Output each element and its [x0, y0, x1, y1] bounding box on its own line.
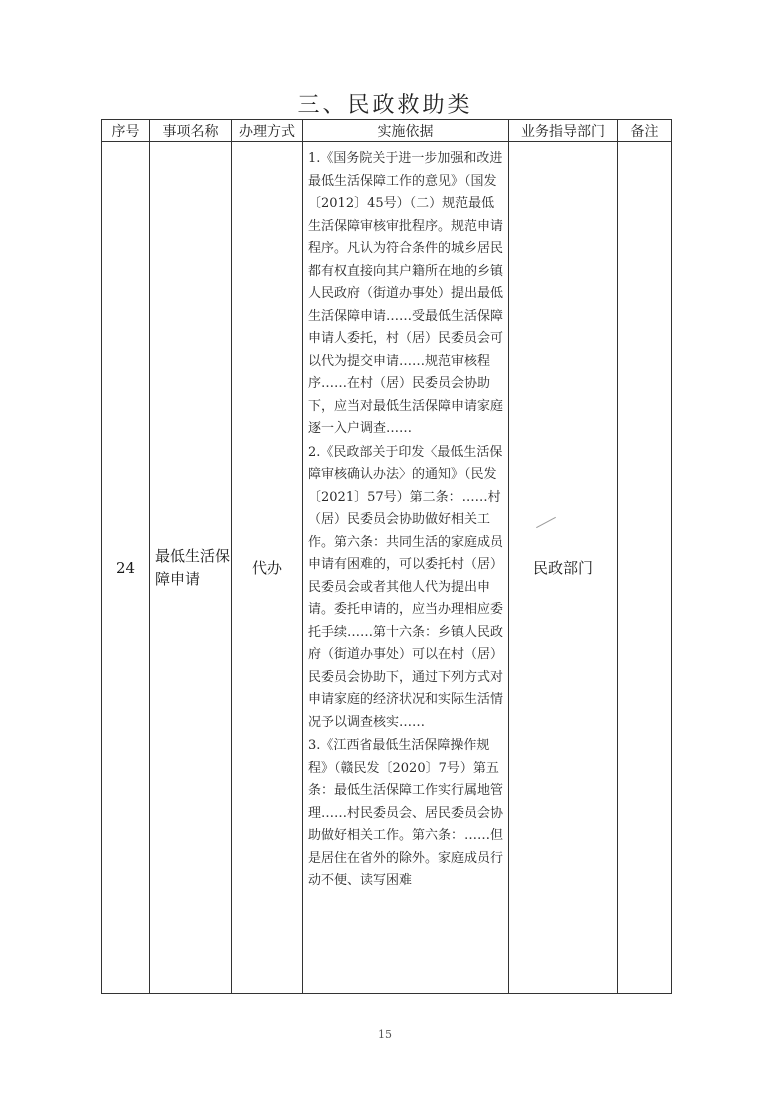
header-department: 业务指导部门: [509, 120, 618, 142]
row-method: 代办: [232, 142, 303, 994]
header-seq: 序号: [102, 120, 150, 142]
header-item-name: 事项名称: [150, 120, 232, 142]
basis-item-2: 2.《民政部关于印发〈最低生活保障审核确认办法〉的通知》（民发〔2021〕57号）第二条：……村（居）民委员会协助做好相关工作。第六条：共同生活的家庭成员申请有困难的，可以委托村（居）民委员会或者其他人代为提出申请。委托申请的，应当办理相应委托手续……第十六条：乡镇人民政府（街道办事处）可以在村（居）民委员会协助下，通过下列方式对申请家庭的经济状况和实际生活情况予以调查核实……: [308, 444, 504, 730]
basis-item-1: 1.《国务院关于进一步加强和改进最低生活保障工作的意见》（国发〔2012〕45号）（二）规范最低生活保障审核审批程序。规范申请程序。凡认为符合条件的城乡居民都有权直接向其户籍所在地的乡镇人民政府（街道办事处）提出最低生活保障申请……受最低生活保障申请人委托，村（居）民委员会可以代为提交申请……规范审核程序……在村（居）民委员会协助下，应当对最低生活保障申请家庭逐一入户调查……: [308, 151, 504, 436]
table-header-row: [102, 120, 672, 142]
row-seq: 24: [102, 142, 150, 994]
header-basis: 实施依据: [303, 120, 509, 142]
relief-items-table: [101, 119, 672, 994]
page-number: 15: [378, 1028, 392, 1041]
page-title: 三、民政救助类: [297, 93, 473, 118]
row-remark: [618, 142, 672, 994]
table-row: [102, 142, 672, 994]
row-item-name: 最低生活保障申请: [150, 142, 232, 994]
header-method: 办理方式: [232, 120, 303, 142]
header-remark: 备注: [618, 120, 672, 142]
row-department: 民政部门: [509, 142, 618, 994]
row-basis: [303, 142, 509, 994]
basis-item-3: 3.《江西省最低生活保障操作规程》（赣民发〔2020〕7号）第五条：最低生活保障工作实行属地管理……村民委员会、居民委员会协助做好相关工作。第六条：……但是居住在省外的除外。家庭成员行动不便、读写困难: [308, 738, 504, 888]
